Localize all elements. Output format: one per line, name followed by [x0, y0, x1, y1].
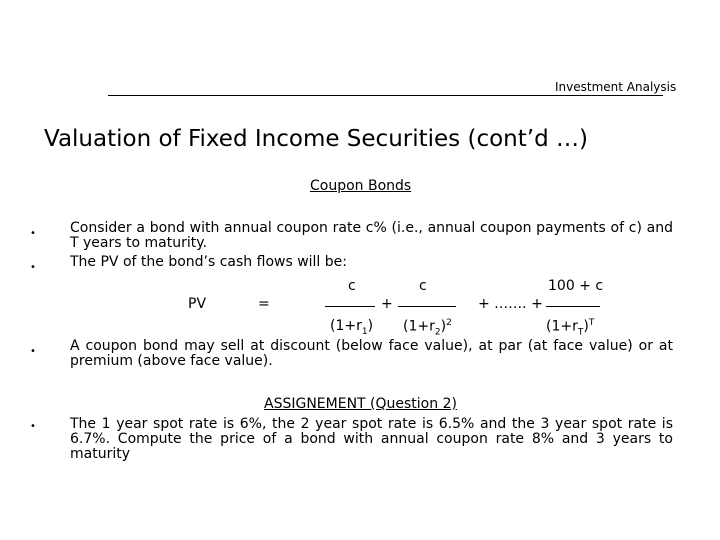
header-rule [108, 95, 663, 96]
fraction-bar-3 [546, 306, 600, 307]
header-label: Investment Analysis [555, 80, 677, 94]
formula-numerator-3: 100 + c [548, 278, 604, 294]
formula-numerator-2: c [419, 278, 427, 294]
bullet-text-bond-definition: Consider a bond with annual coupon rate c% (i.e., annual coupon payments of c) and T years to maturity. [70, 220, 673, 251]
slide-subtitle: Coupon Bonds [310, 178, 412, 194]
formula-plus-1: + [381, 296, 393, 312]
formula-plus-ellipsis: + ……. + [478, 296, 543, 312]
formula-equals: = [258, 296, 270, 312]
formula-denominator-2: $(1+r_2)^2$ [403, 318, 452, 338]
bullet-text-assignment-question: The 1 year spot rate is 6%, the 2 year spot rate is 6.5% and the 3 year spot rate is 6.7%. Compute the price of a bond with annual coupon rate 8% and 3 years to maturity [70, 416, 673, 462]
bullet-marker: • [30, 421, 36, 432]
bullet-marker: • [30, 228, 36, 239]
bullet-marker: • [30, 262, 36, 273]
formula-denominator-1: $(1+r_1)$ [330, 318, 374, 337]
bullet-text-discount-par-premium: A coupon bond may sell at discount (below face value), at par (at face value) or at premium (above face value). [70, 338, 673, 369]
formula-numerator-1: c [348, 278, 356, 294]
fraction-bar-2 [398, 306, 456, 307]
formula-pv-label: PV [188, 296, 207, 312]
assignment-title: ASSIGNEMENT (Question 2) [264, 396, 457, 412]
bullet-marker: • [30, 346, 36, 357]
bullet-text-pv-intro: The PV of the bond’s cash flows will be: [70, 254, 347, 270]
fraction-bar-1 [325, 306, 375, 307]
formula-denominator-3: $(1+r_T)^T$ [546, 318, 595, 338]
slide-title: Valuation of Fixed Income Securities (cont’d …) [44, 126, 588, 152]
